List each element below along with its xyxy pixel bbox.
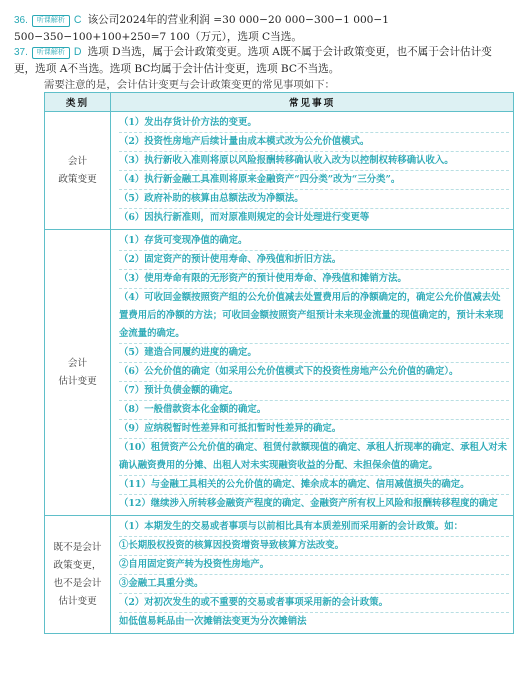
category-cell <box>45 230 111 516</box>
category-cell <box>45 516 111 634</box>
item-line: （1）本期发生的交易或者事项与以前相比具有本质差别而采用新的会计政策。如： <box>119 518 509 537</box>
question-number: 36. <box>14 15 28 26</box>
item-line: （10）租赁资产公允价值的确定、租赁付款额现值的确定、承租人折现率的确定、承租人对未确认融资费用的分摊、出租人对未实现融资收益的分配、未担保余值的确定。 <box>119 439 509 476</box>
category-label: 会计 <box>67 155 88 167</box>
item-line: （6）因执行新准则，而对原准则规定的会计处理进行变更等 <box>119 212 370 223</box>
category-label: 也不是会计 <box>53 577 102 589</box>
explanation-text: 选项 D当选，属于会计政策变更。选项 A既不属于会计政策变更，也不属于会计估计变更，选项 A不当选。选项 BC均属于会计估计变更，选项 BC不当选。 <box>14 46 492 75</box>
item-line: （5）政府补助的核算由总额法改为净额法。 <box>119 190 509 209</box>
category-label: 既不是会计 <box>53 541 102 553</box>
item-line: ①长期股权投资的核算因投资增资导致核算方法改变。 <box>119 537 509 556</box>
item-line: （4）执行新金融工具准则将原来金融资产“四分类”改为“三分类”。 <box>119 171 509 190</box>
category-label: 估计变更 <box>58 375 97 387</box>
item-line: （7）预计负债金额的确定。 <box>119 382 509 401</box>
items-cell <box>111 516 514 634</box>
items-cell <box>111 112 514 230</box>
category-label: 估计变更 <box>58 595 97 607</box>
analysis-tag: 听课解析 <box>32 15 70 27</box>
note-text: 需要注意的是，会计估计变更与会计政策变更的常见事项如下： <box>44 79 335 91</box>
items-cell <box>111 230 514 516</box>
table-row <box>45 516 514 634</box>
item-line: （1）发出存货计价方法的变更。 <box>119 114 509 133</box>
table-row <box>45 112 514 230</box>
item-line: （5）建造合同履约进度的确定。 <box>119 344 509 363</box>
answer-letter: D <box>73 46 82 58</box>
category-label: 政策变更 <box>58 173 97 185</box>
item-line: （2）固定资产的预计使用寿命、净残值和折旧方法。 <box>119 251 509 270</box>
item-line: （1）存货可变现净值的确定。 <box>119 232 509 251</box>
category-label: 会计 <box>67 357 88 369</box>
comparison-table <box>44 92 514 634</box>
category-label: 政策变更， <box>53 559 102 571</box>
question-36 <box>14 12 510 46</box>
item-line: （4）可收回金额按照资产组的公允价值减去处置费用后的净额确定的，确定公允价值减去处置费用后的净额的方法；可收回金额按照资产组预计未来现金流量的现值确定的，预计未来现金流量的确定。 <box>119 289 509 344</box>
item-line: ③金融工具重分类。 <box>119 575 509 594</box>
header-items: 常见事项 <box>111 93 514 112</box>
item-line: （3）使用寿命有限的无形资产的预计使用寿命、净残值和摊销方法。 <box>119 270 509 289</box>
item-line: （9）应纳税暂时性差异和可抵扣暂时性差异的确定。 <box>119 420 509 439</box>
item-line: （3）执行新收入准则将原以风险报酬转移确认收入改为以控制权转移确认收入。 <box>119 152 509 171</box>
item-line: （11）与金融工具相关的公允价值的确定、摊余成本的确定、信用减值损失的确定。 <box>119 476 509 495</box>
header-category: 类别 <box>45 93 111 112</box>
item-line: （2）对初次发生的或不重要的交易或者事项采用新的会计政策。 <box>119 594 509 613</box>
item-line: （2）投资性房地产后续计量由成本模式改为公允价值模式。 <box>119 133 509 152</box>
analysis-tag: 听课解析 <box>32 47 70 59</box>
table-row <box>45 230 514 516</box>
question-number: 37. <box>14 47 28 58</box>
item-line: ②自用固定资产转为投资性房地产。 <box>119 556 509 575</box>
item-line: 如低值易耗品由一次摊销法变更为分次摊销法 <box>119 616 307 627</box>
question-37 <box>14 44 510 78</box>
item-line: （12）继续涉入所转移金融资产程度的确定、金融资产所有权上风险和报酬转移程度的确定 <box>119 498 498 509</box>
table-body <box>45 112 514 634</box>
item-line: （8）一般借款资本化金额的确定。 <box>119 401 509 420</box>
answer-letter: C <box>73 14 82 26</box>
item-line: （6）公允价值的确定（如采用公允价值模式下的投资性房地产公允价值的确定）。 <box>119 363 509 382</box>
explanation-text: 该公司2024年的营业利润 =30 000−20 000−300−1 000−1 500−350−100+100+250=7 100（万元），选项 C当选。 <box>14 14 390 43</box>
category-cell <box>45 112 111 230</box>
